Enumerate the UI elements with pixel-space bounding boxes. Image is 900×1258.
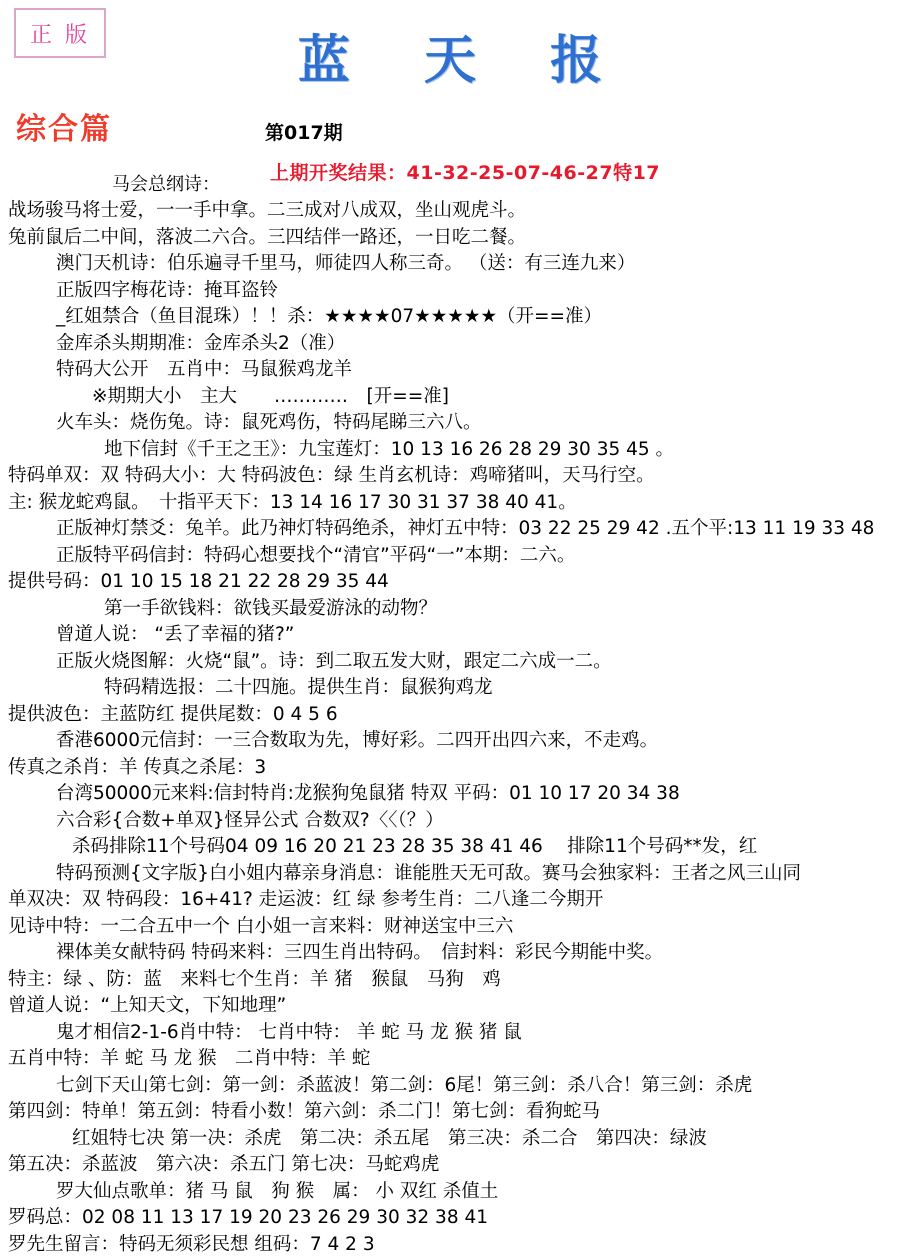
content-line: 金库杀头期期准：金库杀头2（准）	[0, 331, 900, 358]
content-line: 六合彩{合数+单双}怪异公式 合数双?〈〈（？）	[0, 808, 900, 835]
content-line: 提供波色：主蓝防红 提供尾数：0 4 5 6	[0, 702, 900, 729]
content-line: 正版四字梅花诗：掩耳盗铃	[0, 278, 900, 305]
content-line: 曾道人说：“上知天文，下知地理”	[0, 993, 900, 1020]
previous-draw-result: 上期开奖结果：41-32-25-07-46-27特17	[270, 158, 660, 185]
content-line: 第五决：杀蓝波 第六决：杀五门 第七决：马蛇鸡虎	[0, 1152, 900, 1179]
content-line: 地下信封《千王之王》：九宝莲灯：10 13 16 26 28 29 30 35 45 。	[0, 437, 900, 464]
section-title: 综合篇	[16, 104, 112, 148]
content-line: 罗先生留言：特码无须彩民想 组码：7 4 2 3	[0, 1232, 900, 1258]
zhengban-badge-label: 正 版	[30, 18, 90, 49]
content-line: 正版特平码信封：特码心想要找个“清官”平码“一”本期：二六。	[0, 543, 900, 570]
content-line: 七剑下天山第七剑：第一剑：杀蓝波！第二剑：6尾！第三剑：杀八合！第三剑：杀虎	[0, 1073, 900, 1100]
content-line: 曾道人说： “丢了幸福的猪?”	[0, 622, 900, 649]
content-line: 提供号码：01 10 15 18 21 22 28 29 35 44	[0, 569, 900, 596]
content-line: 火车头：烧伤兔。诗：鼠死鸡伤，特码尾睇三六八。	[0, 410, 900, 437]
content-line: 杀码排除11个号码04 09 16 20 21 23 28 35 38 41 46 排除11个号码**发，红	[0, 834, 900, 861]
content-line: 特码大公开 五肖中：马鼠猴鸡龙羊	[0, 357, 900, 384]
content-line: 罗码总：02 08 11 13 17 19 20 23 26 29 30 32 38 41	[0, 1205, 900, 1232]
content-line: 见诗中特：一二合五中一个 白小姐一言来料：财神送宝中三六	[0, 914, 900, 941]
content-line: 罗大仙点歌单：猪 马 鼠 狗 猴 属： 小 双红 杀值土	[0, 1179, 900, 1206]
lead-poem-label: 马会总纲诗：	[112, 170, 220, 196]
content-line: 战场骏马将士爱，一一手中拿。二三成对八成双，坐山观虎斗。	[0, 198, 900, 225]
content-line: 正版火烧图解：火烧“鼠”。诗：到二取五发大财，跟定二六成一二。	[0, 649, 900, 676]
content-line: 红姐特七决 第一决：杀虎 第二决：杀五尾 第三决：杀二合 第四决：绿波	[0, 1126, 900, 1153]
content-line: 单双决：双 特码段：16+41? 走运波：红 绿 参考生肖：二八逢二今期开	[0, 887, 900, 914]
content-line: 香港6000元信封：一三合数取为先，博好彩。二四开出四六来，不走鸡。	[0, 728, 900, 755]
content-line: 特码精选报：二十四施。提供生肖：鼠猴狗鸡龙	[0, 675, 900, 702]
content-line: 台湾50000元来料:信封特肖:龙猴狗兔鼠猪 特双 平码：01 10 17 20 34 38	[0, 781, 900, 808]
page-title: 蓝 天 报	[0, 18, 900, 93]
content-line: 特码预测{文字版}白小姐内幕亲身消息：谁能胜天无可敌。赛马会独家料：王者之风三山同	[0, 861, 900, 888]
content-line: 特主：绿 、防：蓝 来料七个生肖：羊 猪 猴鼠 马狗 鸡	[0, 967, 900, 994]
content-lines	[0, 198, 900, 1258]
content-line: 特码单双：双 特码大小：大 特码波色：绿 生肖玄机诗：鸡啼猪叫，天马行空。	[0, 463, 900, 490]
content-line: 五肖中特：羊 蛇 马 龙 猴 二肖中特：羊 蛇	[0, 1046, 900, 1073]
content-line: 裸体美女献特码 特码来料：三四生肖出特码。 信封料：彩民今期能中奖。	[0, 940, 900, 967]
content-line: ※期期大小 主大 ………… [开==准]	[0, 384, 900, 411]
content-line: 正版神灯禁爻：兔羊。此乃神灯特码绝杀，神灯五中特：03 22 25 29 42 .五个平:13 11 19 33 48	[0, 516, 900, 543]
content-line: 传真之杀肖：羊 传真之杀尾：3	[0, 755, 900, 782]
content-line: 第一手欲钱料：欲钱买最爱游泳的动物？	[0, 596, 900, 623]
content-line: 第四剑：特单！第五剑：特看小数！第六剑：杀二门！第七剑：看狗蛇马	[0, 1099, 900, 1126]
content-line: 鬼才相信2-1-6肖中特： 七肖中特： 羊 蛇 马 龙 猴 猪 鼠	[0, 1020, 900, 1047]
content-line: 澳门天机诗：伯乐遍寻千里马，师徒四人称三奇。 （送：有三连九来）	[0, 251, 900, 278]
issue-number: 第017期	[265, 118, 343, 145]
content-line: 兔前鼠后二中间，落波二六合。三四结伴一路还，一日吃二餐。	[0, 225, 900, 252]
content-line: _红姐禁合（鱼目混珠）！！杀：★★★★07★★★★★（开==准）	[0, 304, 900, 331]
content-line: 主: 猴龙蛇鸡鼠。 十指平天下：13 14 16 17 30 31 37 38 40 41。	[0, 490, 900, 517]
